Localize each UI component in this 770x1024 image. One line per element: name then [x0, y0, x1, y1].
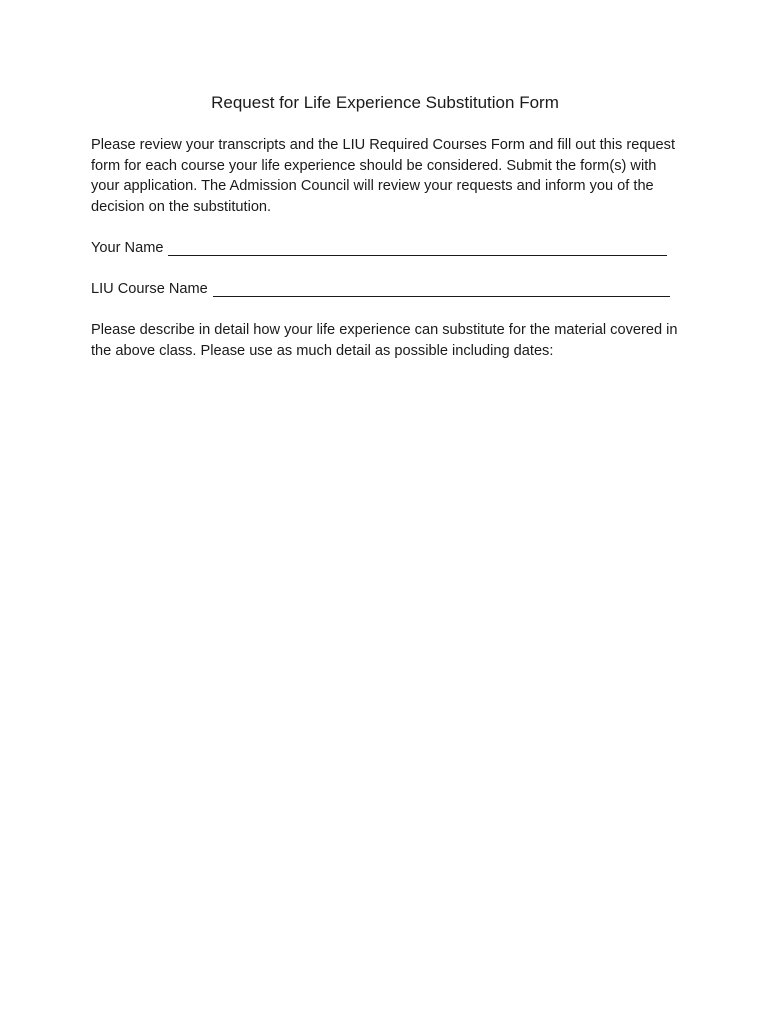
- form-instructions: Please review your transcripts and the LIU Required Courses Form and fill out this request form for each course your life experience should be considered. Submit the form(s) with your application. The Admission Council will review your requests and inform you of the decision on the substitution.: [91, 137, 676, 215]
- your-name-row: [91, 238, 667, 258]
- form-title: Request for Life Experience Substitution Form: [211, 93, 559, 112]
- course-name-row: [91, 279, 670, 299]
- your-name-field[interactable]: [168, 239, 667, 256]
- description-prompt: Please describe in detail how your life experience can substitute for the material covered in the above class. Please use as much detail as possible including dates:: [91, 322, 678, 359]
- your-name-label: Your Name: [91, 240, 164, 256]
- description-answer-area[interactable]: [91, 370, 681, 970]
- course-name-label: LIU Course Name: [91, 281, 208, 297]
- course-name-field[interactable]: [213, 280, 670, 297]
